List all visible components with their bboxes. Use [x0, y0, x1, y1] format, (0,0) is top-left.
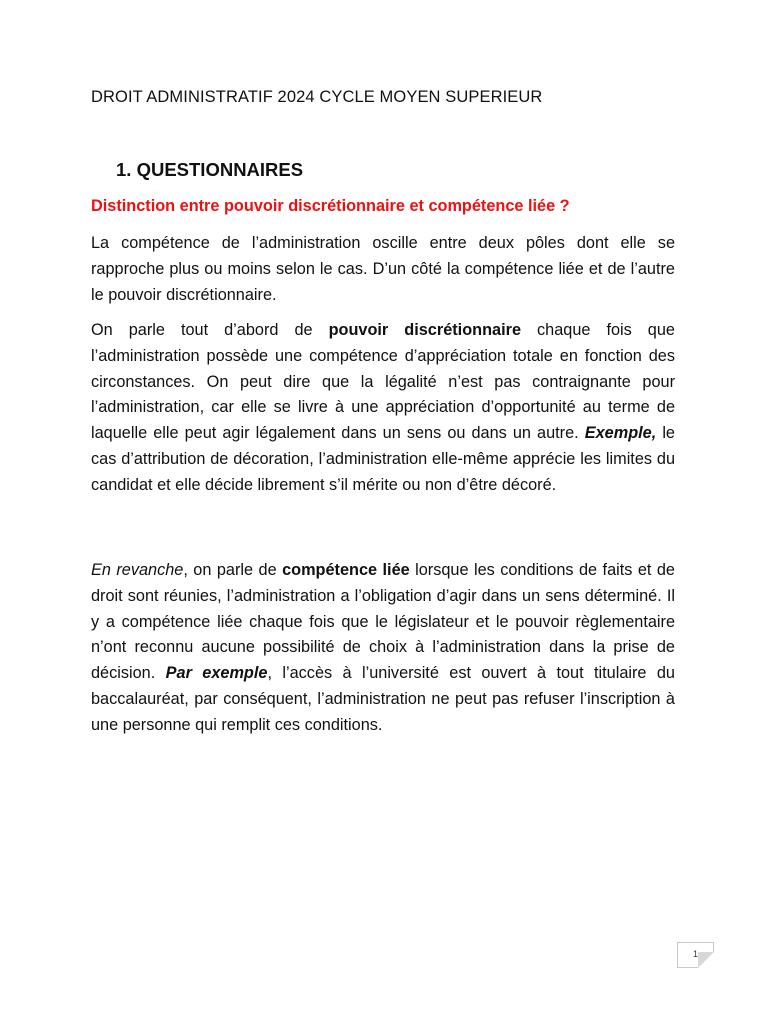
- paragraph-text: chaque fois que l’administration possède une compétence d’appréciation totale en fonction des circonstances. On peut dire que la légalité n’est pas contraignante pour l’administration, car elle se livre à une appréciation d’opportunité au terme de laquelle elle peut agir légalement dans un sens ou dans un autre.: [91, 321, 675, 443]
- section-heading: 1. QUESTIONNAIRES: [116, 159, 304, 180]
- paragraph-introduction: La compétence de l’administration oscille entre deux pôles dont elle se rapproche plus ou moins selon le cas. D’un côté la compétence liée et de l’autre le pouvoir discrétionnaire.: [91, 234, 675, 304]
- term-competence-liee: compétence liée: [282, 561, 410, 579]
- page-fold-icon: [698, 952, 714, 968]
- page-number-badge: [677, 942, 714, 968]
- paragraph-text: lorsque les conditions de faits et de droit sont réunies, l’administration a l’obligation d’agir dans un sens déterminé. Il y a compétence liée chaque fois que le législateur et le pouvoir règlementaire n’ont reconnu aucune possibilité de choix à l’administration dans la prise de décision.: [91, 561, 675, 683]
- page-number: 1: [692, 949, 698, 959]
- question-title: Distinction entre pouvoir discrétionnaire et compétence liée ?: [91, 197, 570, 215]
- paragraph-pouvoir-discretionnaire: [91, 318, 675, 499]
- paragraph-text: , on parle de: [183, 561, 283, 579]
- transition-phrase: En revanche: [91, 561, 184, 579]
- paragraph-text: On parle tout d’abord de: [91, 321, 329, 339]
- example-label: Par exemple: [165, 664, 268, 683]
- paragraph-competence-liee: [91, 558, 675, 739]
- term-pouvoir-discretionnaire: pouvoir discrétionnaire: [328, 321, 522, 339]
- example-label: Exemple,: [584, 424, 657, 443]
- paragraph-text: le cas d’attribution de décoration, l’administration elle-même apprécie les limites du candidat et elle décide librement s’il mérite ou non d’être décoré.: [91, 424, 675, 494]
- document-header: DROIT ADMINISTRATIF 2024 CYCLE MOYEN SUPERIEUR: [91, 88, 543, 106]
- paragraph-text: , l’accès à l’université est ouvert à tout titulaire du baccalauréat, par conséquent, l’administration ne peut pas refuser l’inscription à une personne qui remplit ces conditions.: [91, 664, 675, 734]
